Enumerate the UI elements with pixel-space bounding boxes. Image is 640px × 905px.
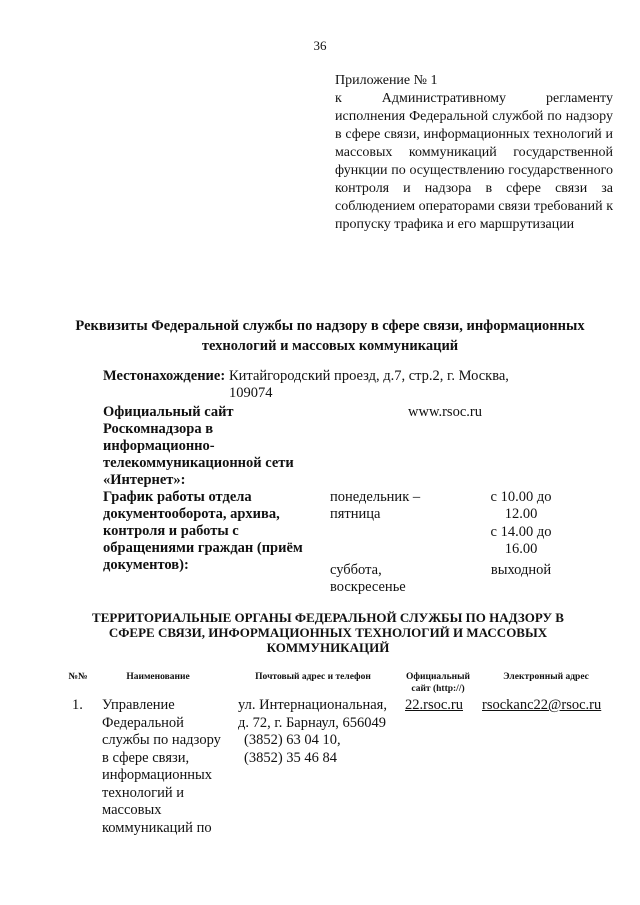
table-row-phone-2: (3852) 35 46 84 (244, 750, 338, 766)
weekend-text: суббота, воскресенье (330, 562, 406, 595)
appendix-title: Приложение № 1 (335, 73, 438, 88)
location-label: Местонахождение: (103, 368, 226, 384)
schedule-label: График работы отдела документооборота, архива, контроля и работы с обращениями граждан (приём документов): (103, 489, 303, 573)
appendix-text: к Административному регламенту исполнения Федеральной службой по надзору в сфере связи, информационных технологий и массовых коммуникаций государственной функции по осуществлению государственного контроля и надзора в сфере связи за соблюдением операторами связи требований к пропуску трафика и его маршрутизации (335, 91, 613, 232)
table-row-name: Управление Федеральной службы по надзору в сфере связи, информационных технологий и массовых коммуникаций по (102, 697, 221, 836)
official-site-label: Официальный сайт Роскомнадзора в информационно-телекоммуникационной сети «Интернет»: (103, 404, 294, 488)
territorial-heading: ТЕРРИТОРИАЛЬНЫЕ ОРГАНЫ ФЕДЕРАЛЬНОЙ СЛУЖБЫ ПО НАДЗОРУ В СФЕРЕ СВЯЗИ, ИНФОРМАЦИОННЫХ ТЕХНОЛОГИЙ И МАССОВЫХ КОММУНИКАЦИЙ (92, 610, 564, 655)
requisites-heading: Реквизиты Федеральной службы по надзору в сфере связи, информационных технологий и массовых коммуникаций (75, 318, 585, 354)
weekday-hours-afternoon: с 14.00 до 16.00 (490, 524, 552, 557)
table-row-site-link[interactable]: 22.rsoc.ru (405, 697, 463, 713)
location-value: Китайгородский проезд, д.7, стр.2, г. Москва, 109074 (229, 368, 509, 401)
weekday-hours-morning: с 10.00 до 12.00 (490, 489, 552, 522)
weekdays-text: понедельник – пятница (330, 489, 421, 522)
table-row-address: ул. Интернациональная, д. 72, г. Барнаул, 656049 (238, 697, 387, 731)
table-row-number: 1. (72, 697, 83, 713)
official-site-value: www.rsoc.ru (408, 404, 482, 420)
table-header-address: Почтовый адрес и телефон (255, 672, 371, 682)
table-row-phone-1: (3852) 63 04 10, (244, 732, 341, 748)
weekend-status: выходной (490, 562, 552, 578)
table-row-email-link[interactable]: rsockanc22@rsoc.ru (482, 697, 602, 713)
page-number: 36 (313, 38, 327, 53)
table-header-name: Наименование (126, 672, 190, 682)
table-header-email: Электронный адрес (503, 672, 589, 682)
table-header-site: Официальный сайт (http://) (406, 672, 470, 694)
table-header-number: №№ (68, 672, 88, 682)
appendix-block (335, 72, 613, 234)
